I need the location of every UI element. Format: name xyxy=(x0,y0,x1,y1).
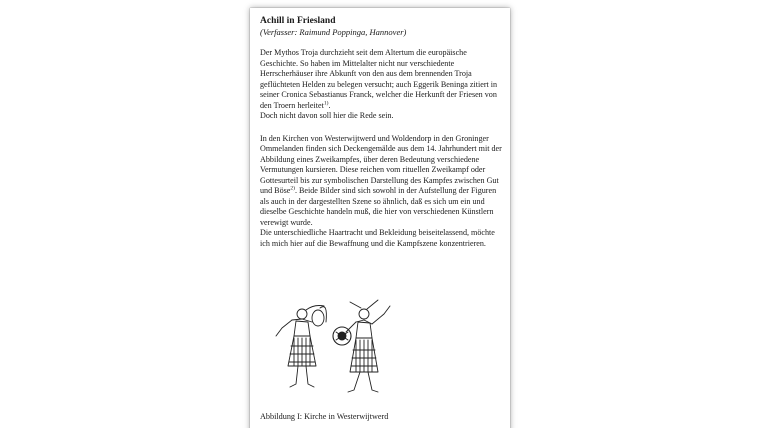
paragraph-1 xyxy=(260,48,502,122)
left-warrior-figure xyxy=(276,306,326,388)
right-warrior-figure xyxy=(333,300,390,392)
paragraph-2 xyxy=(260,134,502,250)
article-body xyxy=(260,16,502,261)
paragraph-1-line2: Doch nicht davon soll hier die Rede sein. xyxy=(260,111,394,120)
paragraph-2-text: In den Kirchen von Westerwijtwerd und Woldendorp in den Groninger Ommelanden finden sich Deckengemälde aus dem 14. Jahrhundert mit der Abbildung eines Zweikampfes, über deren Bedeutung verschiedene Vermutungen kursieren. Diese reichen vom rituellen Zweikampf oder Gottesurteil bis zur symbolischen Darstellung des Kampfes zwischen Gut und Böse xyxy=(260,133,502,195)
article-author: (Verfasser: Raimund Poppinga, Hannover) xyxy=(260,27,407,37)
figure-caption: Abbildung I: Kirche in Westerwijtwerd xyxy=(260,412,389,421)
paragraph-2-line2: Die unterschiedliche Haartracht und Bekleidung beiseitelassend, möchte ich mich hier auf die Bewaffnung und die Kampfszene konzentrieren. xyxy=(260,228,495,248)
duel-illustration xyxy=(266,292,396,404)
paragraph-1-text: Der Mythos Troja durchzieht seit dem Altertum die europäische Geschichte. So haben im Mittelalter nicht nur verschiedente Herrscherhäuser ihre Abkunft von den aus dem brennenden Troja geflüchteten Helden zu belegen versucht; auch Eggerik Beninga zitiert in seiner Cronica Sebastianus Franck, welcher die Herkunft der Friesen von den Troern herleitet xyxy=(260,48,498,110)
article-title: Achill in Friesland xyxy=(260,16,336,26)
paragraph-1-end: . xyxy=(328,100,331,110)
footnote-ref-2: 2) xyxy=(290,185,295,192)
paragraph-2-end: . Beide Bilder sind sich sowohl in der Aufstellung der Figuren als auch in der dargestellten Szene so ähnlich, daß es sich um ein und dieselbe Geschichte handeln muß, die hier von verschiedenen Künstlern verewigt wurde. xyxy=(260,186,497,227)
footnote-ref-1: 1) xyxy=(323,99,329,106)
